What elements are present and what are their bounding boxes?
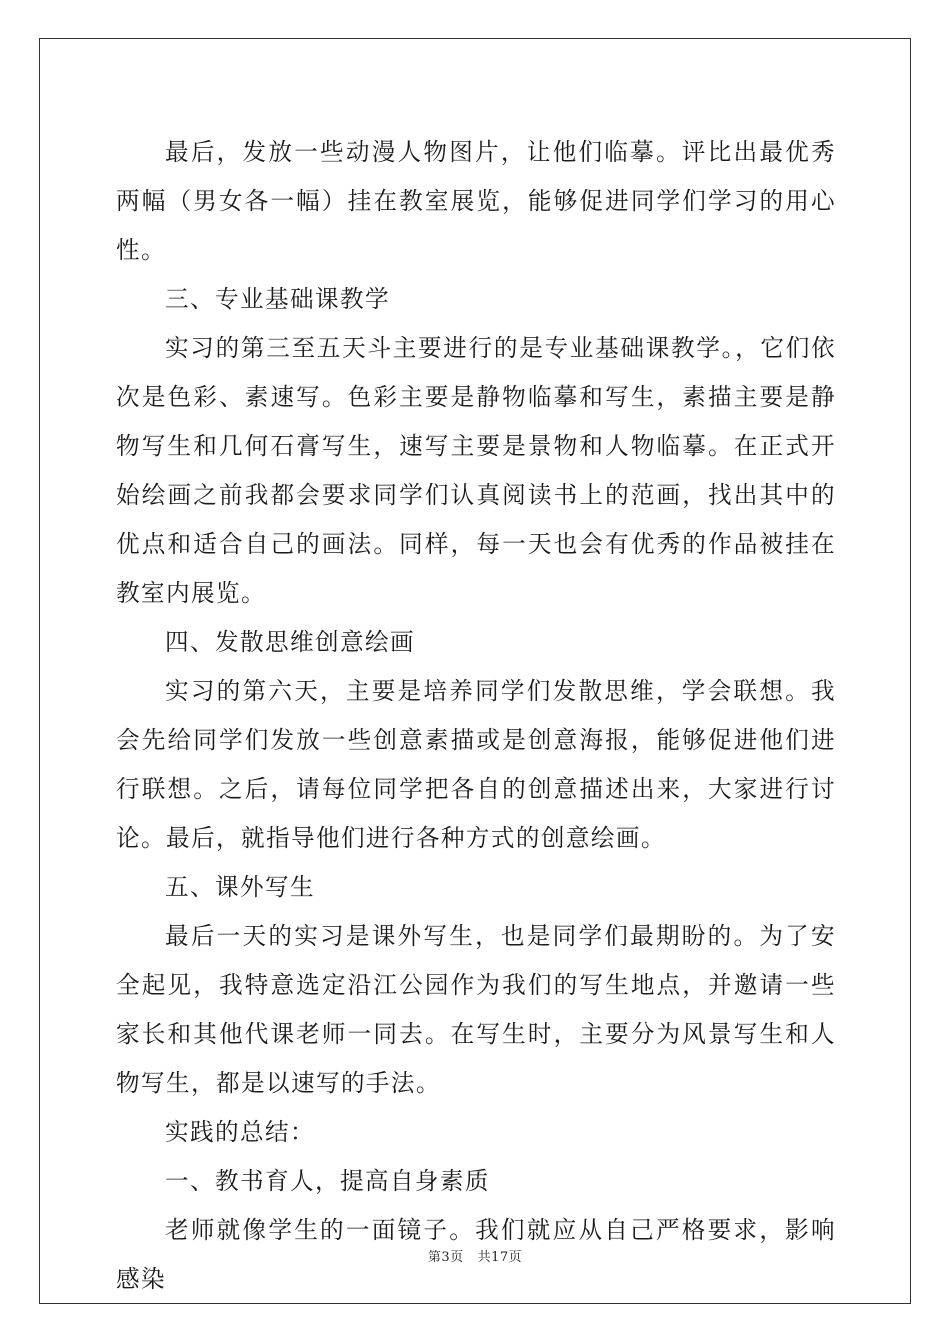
section-heading: 实践的总结： bbox=[165, 1118, 315, 1146]
page-number: 第3页 bbox=[427, 1250, 464, 1265]
section-heading: 三、专业基础课教学 bbox=[165, 285, 390, 313]
paragraph: 最后，发放一些动漫人物图片，让他们临摹。评比出最优秀两幅（男女各一幅）挂在教室展览，能够促进同学们学习的用心性。 bbox=[116, 138, 836, 264]
paragraph: 最后一天的实习是课外写生，也是同学们最期盼的。为了安全起见，我特意选定沿江公园作为我们的写生地点，并邀请一些家长和其他代课老师一同去。在写生时，主要分为风景写生和人物写生，都是以速写的手法。 bbox=[116, 922, 836, 1097]
page-total: 共17页 bbox=[477, 1250, 523, 1265]
section-heading: 一、教书育人，提高自身素质 bbox=[165, 1167, 490, 1195]
paragraph: 实习的第三至五天斗主要进行的是专业基础课教学。，它们依次是色彩、素速写。色彩主要是静物临摹和写生，素描主要是静物写生和几何石膏写生，速写主要是景物和人物临摹。在正式开始绘画之前我都会要求同学们认真阅读书上的范画，找出其中的优点和适合自己的画法。同样，每一天也会有优秀的作品被挂在教室内展览。 bbox=[116, 334, 836, 607]
paragraph: 实习的第六天，主要是培养同学们发散思维，学会联想。我会先给同学们发放一些创意素描或是创意海报，能够促进他们进行联想。之后，请每位同学把各自的创意描述出来，大家进行讨论。最后，就指导他们进行各种方式的创意绘画。 bbox=[116, 677, 836, 852]
section-heading: 五、课外写生 bbox=[165, 873, 315, 901]
document-body bbox=[116, 128, 836, 1304]
section-heading: 四、发散思维创意绘画 bbox=[165, 628, 415, 656]
page-footer bbox=[0, 1246, 950, 1265]
paragraph: 老师就像学生的一面镜子。我们就应从自己严格要求，影响感染 bbox=[116, 1216, 836, 1293]
